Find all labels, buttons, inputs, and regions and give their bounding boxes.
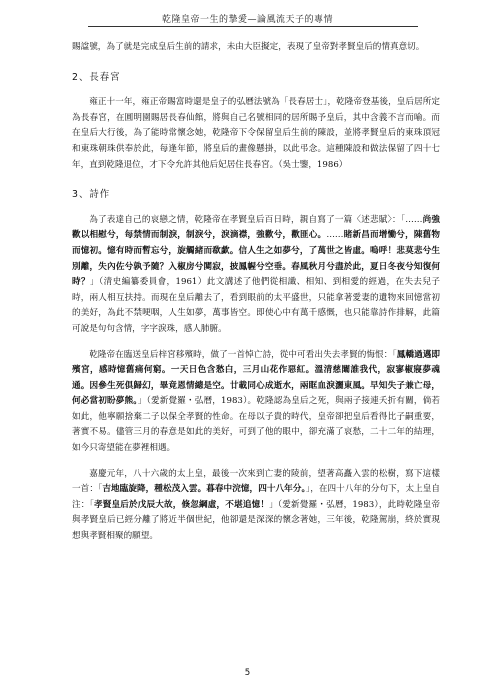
page-number: 5 bbox=[244, 668, 251, 678]
text-span: 」，在四十八年的分句下，太上皇自注：「 bbox=[72, 484, 441, 510]
quote-bold: 尚強歡以相慰兮，每禁情而制淚，制淚兮，淚滴襟，強歡兮，歡匪心。 bbox=[72, 214, 440, 241]
paragraph-jiaqing-visit bbox=[72, 467, 440, 545]
text-span: 為了表達自己的哀戀之情，乾隆帝在孝賢皇后百日時，親自寫了一篇〈述悲賦〉：「…… bbox=[89, 214, 423, 225]
running-header: 乾隆皇帝一生的摯愛—論風流天子的專情 bbox=[161, 15, 333, 25]
quote-bold: 孝賢皇后於戊辰大故，倏忽綱虛，不堪追憶！ bbox=[93, 499, 270, 510]
paragraph-mourning-poem bbox=[72, 348, 440, 457]
section-heading-poems: 3、詩作 bbox=[72, 189, 111, 201]
text-span: 乾隆帝在臨送皇后梓宮移殯時，做了一首悼亡詩，從中可看出失去孝賢的悔恨：「 bbox=[89, 349, 397, 360]
quote-bold: 睹新昌而增慟兮，陳舊物而憶初。憶有時而暫忘兮，旋觸緒而欷歔。信人生之如夢兮，了萬世之皆虛。嗚呼！悲莫悲兮生別離，失內佐兮孰予隨？入椒房兮闃寂，披鳳幄兮空垂。春風秋月兮盡於此，夏日冬夜兮知復何時？ bbox=[72, 230, 440, 288]
section-heading-changchun-palace: 2、長春宮 bbox=[72, 71, 121, 83]
quote-bold: 鳳轎過邁即殯宮，感時憶舊痛何窮。一天日色含愁白，三月山花作惡紅。溫清慈闈誰我代，寂寥椒寢夢魂通。因參生死俱歸幻，畢竟恩情總是空。廿載同心成逝水，兩眶血淚灑東風。早知失子兼亡母，何必當初盼夢熊。 bbox=[72, 349, 440, 407]
text-span: 」（愛新覺羅・弘曆，1983）。乾隆認為皇后之死，與兩子接連夭折有關，倘若如此，他寧願捨棄二子以保全孝賢的性命。在母以子貴的時代，皇帝卻把皇后看得比子嗣重要，著實不易。儘管三月的春意是如此的美好，可到了他的眼中，卻充滿了哀愁，二十二年的結理，如今只寄望能在夢裡相遇。 bbox=[72, 396, 441, 454]
paragraph-changchun-palace: 雍正十一年，雍正帝賜富時還是皇子的弘曆法號為「長春居士」，乾隆帝登基後，皇后居所定為長春宮，在圓明園賜居長春仙館，將與自己名號相同的居所賜予皇后，其中含義不言而喻。而在皇后大行後，為了能時常懷念她，乾隆帝下令保留皇后生前的陳設，並將孝賢皇后的東珠頂冠和東珠朝珠供奉於此，每逢年節，將皇后的畫像懸掛，以此弔念。這種陳設和做法保留了四十七年，直到乾隆退位，才下令允許其他后妃居住長春宮。（吳士鑒，1986） bbox=[72, 97, 440, 170]
page-body bbox=[72, 40, 440, 555]
paragraph-continuation: 賜諡號，為了就是完成皇后生前的請求，未由大臣擬定，表現了皇帝對孝賢皇后的情真意切。 bbox=[72, 42, 425, 52]
text-span: 」（清史編纂委員會，1961）此文講述了他們從相識、相知、到相愛的經過，在失去兒子時，兩人相互扶持。而現在皇后離去了，看到眼前的太平盛世，只能拿著愛妻的遺物來回憶當初的美好，為此不禁哽咽，人生如夢，萬事皆空。即使心中有萬千感慨，也只能靠詩作排解，此篇可說是句句含情，字字淚珠，感人肺腑。 bbox=[72, 277, 440, 334]
header-rule bbox=[88, 26, 418, 27]
text-span: 」（愛新覺羅・弘曆，1983），此時乾隆皇帝與孝賢皇后已經分離了將近半個世紀，他卻還是深深的懷念著她，三年後，乾隆駕崩，終於實現想與孝賢相聚的願望。 bbox=[72, 499, 440, 542]
text-span: 嘉慶元年，八十六歲的太上皇，最後一次來到亡妻的陵前，望著高矗入雲的松樹，寫下這樣一首：「 bbox=[72, 468, 440, 495]
text-span: …… bbox=[326, 230, 344, 241]
paragraph-shubei-fu bbox=[72, 213, 440, 338]
quote-bold: 吉地臨旋降，種松茂入雲。暮春中浣憶，四十八年分。 bbox=[102, 484, 306, 495]
